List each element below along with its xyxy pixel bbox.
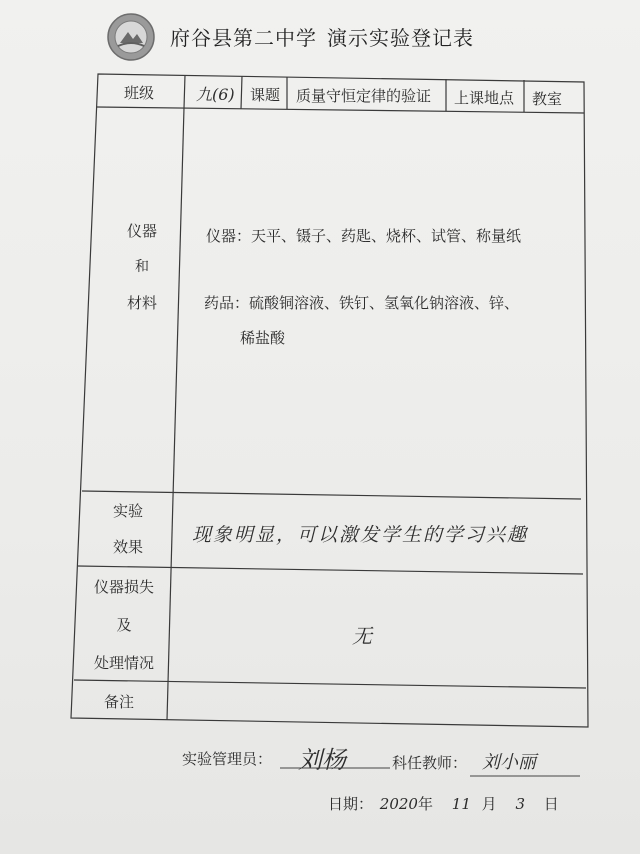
date-month: 11 (451, 795, 471, 813)
class-value: 九(6) (196, 85, 235, 104)
damage-label-line-2: 及 (116, 616, 132, 634)
school-name: 府谷县第二中学 (170, 26, 317, 50)
admin-signature-underline (280, 766, 390, 770)
date-year: 2020 (379, 795, 418, 813)
teacher-signature: 刘小丽 (482, 752, 536, 773)
date-line (328, 793, 559, 814)
date-day-unit: 日 (543, 795, 559, 813)
effect-label (98, 500, 158, 557)
teacher-signature-underline (470, 774, 580, 778)
form-title: 演示实验登记表 (327, 26, 474, 50)
remarks-label: 备注 (104, 693, 135, 711)
date-day: 3 (515, 795, 525, 813)
class-label: 班级 (124, 84, 155, 102)
topic-value: 质量守恒定律的验证 (296, 87, 432, 105)
admin-label: 实验管理员： (182, 750, 273, 768)
location-value: 教室 (532, 90, 563, 108)
damage-label (82, 576, 166, 673)
location-label: 上课地点 (454, 89, 515, 107)
date-year-unit: 年 (417, 795, 433, 813)
damage-label-line-1: 仪器损失 (93, 578, 154, 596)
date-month-unit: 月 (481, 795, 497, 813)
materials-label-line-3: 材料 (126, 294, 157, 312)
effect-value: 现象明显，可以激发学生的学习兴趣 (192, 524, 529, 546)
materials-label-line-1: 仪器 (126, 222, 157, 240)
materials-label-line-2: 和 (135, 259, 149, 275)
instruments-text: 仪器：天平、镊子、药匙、烧杯、试管、称量纸 (206, 227, 522, 245)
damage-value: 无 (352, 624, 372, 648)
reagents-text-line-2: 稀盐酸 (240, 329, 286, 347)
damage-label-line-3: 处理情况 (93, 654, 154, 672)
topic-label: 课题 (250, 86, 281, 104)
teacher-label: 科任教师： (392, 754, 468, 772)
admin-signature: 刘杨 (298, 746, 346, 774)
reagents-text-line-1: 药品：硫酸铜溶液、铁钉、氢氧化钠溶液、锌、 (204, 294, 520, 312)
effect-label-line-1: 实验 (112, 502, 143, 520)
effect-label-line-2: 效果 (112, 538, 143, 556)
date-label: 日期： (328, 795, 374, 813)
materials-label (112, 220, 172, 313)
